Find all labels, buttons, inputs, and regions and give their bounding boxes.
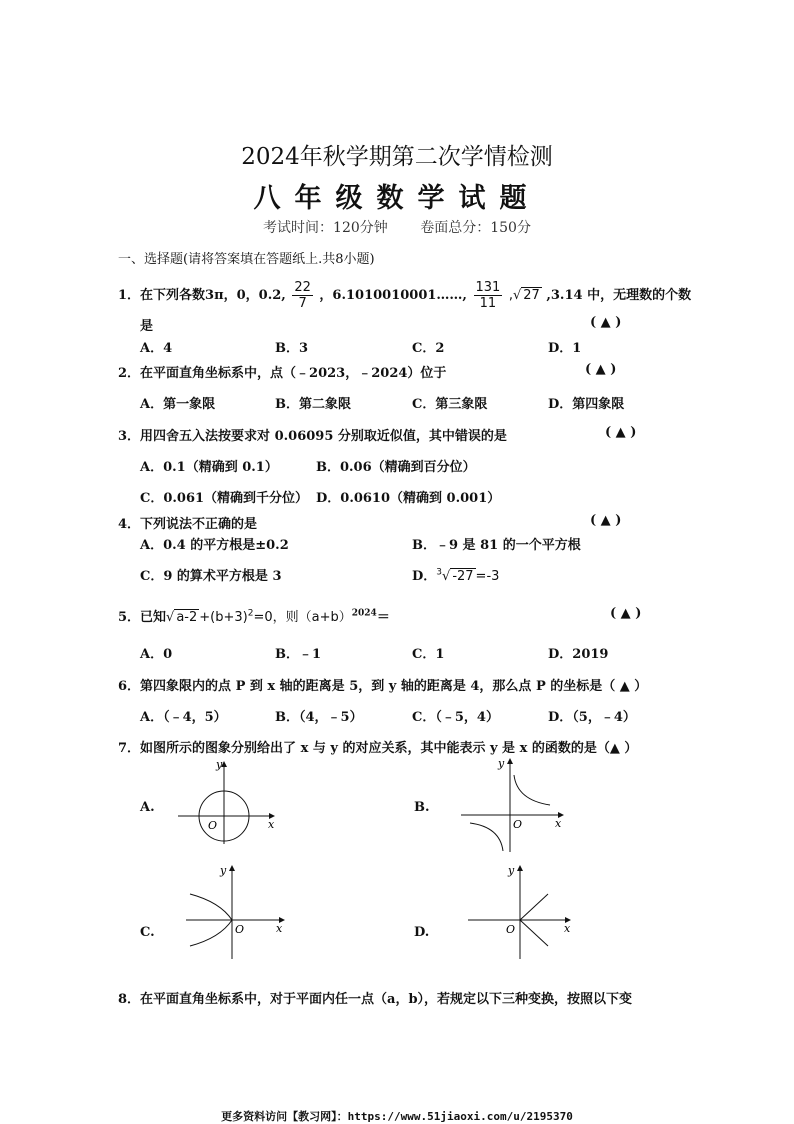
q7-graph-d <box>460 862 575 962</box>
exam-title: 2024年秋学期第二次学情检测 <box>241 144 553 170</box>
q4-option-d: D．$^3$√ -27 =-3 <box>412 567 500 584</box>
q5-option-d: D．2019 <box>548 647 609 662</box>
q3-answer-mark: ( ▲ ) <box>605 425 637 440</box>
question-7: 7．如图所示的图象分别给出了 x 与 y 的对应关系，其中能表示 y 是 x 的函数的是（▲ ） <box>118 741 638 756</box>
svg-text:x: x <box>276 922 283 935</box>
question-1 <box>118 280 691 311</box>
question-2: 2．在平面直角坐标系中，点（﹣2023，﹣2024）位于 <box>118 366 447 381</box>
exam-score: 卷面总分：150分 <box>420 220 531 236</box>
q3-option-c: C．0.061（精确到千分位） <box>140 491 309 506</box>
question-4: 4．下列说法不正确的是 <box>118 517 258 532</box>
q5-sqrt: √ a-2 <box>166 610 198 625</box>
question-5: 5．已知√ $a-2 +(b+3)^2=0$，则$(a+b)^{2024}=$ <box>118 608 390 625</box>
q6-option-c: C．（﹣5，4） <box>412 710 499 725</box>
q2-option-b: B．第二象限 <box>275 397 351 412</box>
q4-option-a: A．0.4 的平方根是±0.2 <box>140 538 289 553</box>
q7-graph-a <box>170 758 280 848</box>
svg-text:O: O <box>513 818 523 831</box>
exam-subject: 八年级数学试题 <box>253 183 541 214</box>
q5-option-a: A．0 <box>140 647 173 662</box>
q1-answer-mark: ( ▲ ) <box>590 315 622 330</box>
q2-option-a: A．第一象限 <box>140 397 216 412</box>
q1-option-c: C．2 <box>412 341 445 356</box>
svg-text:O: O <box>208 819 218 832</box>
q6-option-d: D．（5，﹣4） <box>548 710 636 725</box>
q1-prefix: 1．在下列各数3π，0，0.2, <box>118 288 286 303</box>
q1-suffix: ,3.14 中，无理数的个数 <box>546 288 692 303</box>
q4-option-c: C．9 的算术平方根是 3 <box>140 569 282 584</box>
q7-label-b: B. <box>414 800 430 815</box>
svg-text:y: y <box>220 864 227 877</box>
q5-answer-mark: ( ▲ ) <box>610 606 642 621</box>
svg-text:y: y <box>508 864 515 877</box>
svg-text:O: O <box>506 923 516 936</box>
q1-option-b: B．3 <box>275 341 309 356</box>
q1-sqrt: ,√ 27 <box>508 288 540 303</box>
question-3: 3．用四舍五入法按要求对 0.06095 分别取近似值，其中错误的是 <box>118 429 507 444</box>
question-8: 8．在平面直角坐标系中，对于平面内任一点（a，b），若规定以下三种变换，按照以下变 <box>118 992 633 1007</box>
q4-answer-mark: ( ▲ ) <box>590 513 622 528</box>
q7-graph-b <box>455 755 570 855</box>
q4-cube-root: $^3$√ -27 =-3 <box>436 567 500 584</box>
q1-mid: ，6.1010010001……, <box>319 288 467 303</box>
svg-text:x: x <box>555 817 562 830</box>
q3-option-b: B．0.06（精确到百分位） <box>316 460 476 475</box>
q7-label-a: A. <box>140 800 155 815</box>
q3-option-d: D．0.0610（精确到 0.001） <box>316 491 501 506</box>
svg-text:y: y <box>498 757 505 770</box>
exam-meta <box>0 217 794 237</box>
svg-text:y: y <box>216 758 223 771</box>
svg-text:x: x <box>268 818 275 831</box>
exam-time: 考试时间：120分钟 <box>263 220 388 236</box>
section-heading: 一、选择题(请将答案填在答题纸上.共8小题) <box>118 252 375 267</box>
q7-label-d: D. <box>414 925 430 940</box>
q6-option-b: B．（4，﹣5） <box>275 710 363 725</box>
svg-text:O: O <box>235 923 245 936</box>
q1-option-a: A．4 <box>140 341 173 356</box>
svg-text:x: x <box>564 922 571 935</box>
q5-option-c: C．1 <box>412 647 445 662</box>
q3-option-a: A．0.1（精确到 0.1） <box>140 460 278 475</box>
question-6: 6．第四象限内的点 P 到 x 轴的距离是 5，到 y 轴的距离是 4，那么点 P 的坐标是（ ▲ ） <box>118 679 648 694</box>
q2-answer-mark: ( ▲ ) <box>585 362 617 377</box>
q1-fraction-2: $\frac{131}{11}$ <box>475 280 501 311</box>
q5-option-b: B．﹣1 <box>275 647 322 662</box>
q1-fraction-1: $\frac{22}{7}$ <box>294 280 311 311</box>
q6-option-a: A．（﹣4，5） <box>140 710 227 725</box>
q4-option-b: B．﹣9 是 81 的一个平方根 <box>412 538 581 553</box>
q2-option-d: D．第四象限 <box>548 397 625 412</box>
q1-line2: 是 <box>140 319 154 334</box>
q2-option-c: C．第三象限 <box>412 397 488 412</box>
q1-option-d: D．1 <box>548 341 582 356</box>
footer-link[interactable]: 更多资料访问【教习网】：https://www.51jiaoxi.com/u/2195370 <box>221 1110 573 1123</box>
q7-label-c: C. <box>140 925 155 940</box>
q7-graph-c <box>180 862 290 962</box>
